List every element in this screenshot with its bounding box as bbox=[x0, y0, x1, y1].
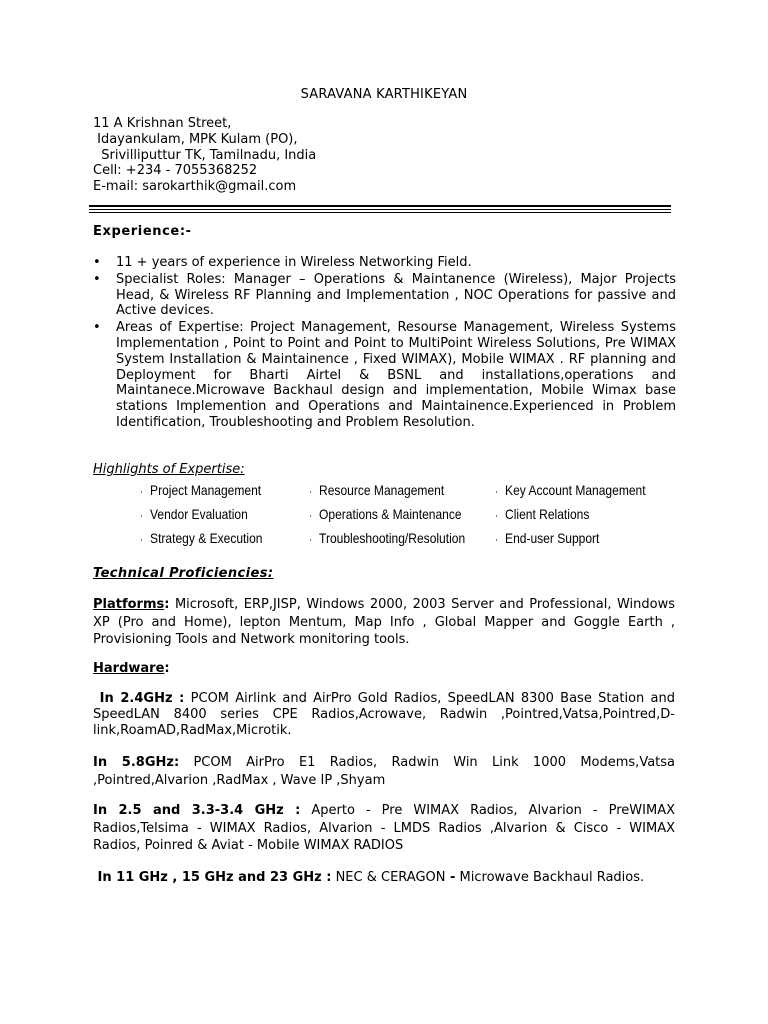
hardware-paragraph bbox=[93, 869, 675, 887]
address-line-locality: Idayankulam, MPK Kulam (PO), bbox=[93, 131, 298, 147]
contact-block bbox=[93, 116, 316, 195]
skill-label: Operations & Maintenance bbox=[319, 506, 462, 522]
address-line-street: 11 A Krishnan Street, bbox=[93, 116, 232, 131]
candidate-name: SARAVANA KARTHIKEYAN bbox=[300, 87, 468, 102]
skill-item bbox=[495, 506, 589, 522]
skill-label: Project Management bbox=[150, 482, 262, 498]
skill-item bbox=[495, 530, 599, 546]
skill-item bbox=[309, 530, 465, 546]
skill-label: Key Account Management bbox=[505, 482, 646, 498]
hardware-band-label: In 2.5 and 3.3-3.4 GHz : bbox=[93, 803, 301, 818]
highlights-heading: Highlights of Expertise: bbox=[93, 462, 245, 477]
hardware-band-label: In 2.4GHz : bbox=[93, 691, 185, 706]
skill-item bbox=[309, 506, 462, 522]
experience-item-text: 11 + years of experience in Wireless Networking Field. bbox=[116, 255, 472, 270]
hardware-band-text: PCOM Airlink and AirPro Gold Radios, SpeedLAN 8300 Base Station and SpeedLAN 8400 series CPE Radios,Acrowave, Radwin ,Pointred,Vatsa,Pointred,D-link,RoamAD,RadMax,Microtik. bbox=[93, 691, 675, 738]
skill-item bbox=[140, 530, 262, 546]
bullet-icon: · bbox=[495, 486, 499, 498]
bullet-icon: • bbox=[93, 271, 101, 287]
hardware-label: Hardware bbox=[93, 661, 165, 676]
skill-label: Troubleshooting/Resolution bbox=[319, 530, 466, 546]
hardware-band-text: PCOM AirPro E1 Radios, Radwin Win Link 1000 Modems,Vatsa ,Pointred,Alvarion ,RadMax , Wave IP ,Shyam bbox=[93, 755, 676, 788]
bullet-icon: · bbox=[309, 534, 313, 546]
hardware-paragraph bbox=[93, 802, 675, 855]
skill-label: Strategy & Execution bbox=[150, 530, 263, 546]
skill-label: Vendor Evaluation bbox=[150, 506, 248, 522]
hardware-band-label: In 5.8GHz: bbox=[93, 755, 180, 770]
hardware-band-text: Aperto - Pre WIMAX Radios, Alvarion - PreWIMAX Radios,Telsima - WIMAX Radios, Alvarion - LMDS Radios ,Alvarion & Cisco - WIMAX Radios, Poinred & Aviat - Mobile WIMAX RADIOS bbox=[93, 803, 675, 853]
bullet-icon: · bbox=[309, 510, 313, 522]
hardware-band-vendor: NEC & CERAGON bbox=[331, 870, 446, 885]
header-divider-thin bbox=[89, 209, 671, 210]
bullet-icon: · bbox=[309, 486, 313, 498]
skill-item bbox=[495, 482, 646, 498]
address-line-region: Srivilliputtur TK, Tamilnadu, India bbox=[93, 147, 317, 163]
experience-list bbox=[93, 255, 676, 432]
skill-label: End-user Support bbox=[505, 530, 600, 546]
list-item bbox=[93, 320, 676, 431]
platforms-text: Microsoft, ERP,JISP, Windows 2000, 2003 Server and Professional, Windows XP (Pro and Home), lepton Mentum, Map Info , Global Mapper and Goggle Earth , Provisioning Tools and Network monitoring tools. bbox=[93, 597, 675, 647]
bullet-icon: • bbox=[93, 320, 101, 336]
technical-heading: Technical Proficiencies: bbox=[93, 566, 274, 581]
hardware-band-dash: - bbox=[445, 870, 456, 885]
hardware-colon: : bbox=[164, 661, 170, 676]
skill-item bbox=[140, 506, 248, 522]
platforms-paragraph bbox=[93, 596, 675, 649]
skill-item bbox=[309, 482, 444, 498]
header-divider-thin-2 bbox=[89, 212, 671, 213]
list-item bbox=[93, 272, 676, 319]
bullet-icon: · bbox=[140, 486, 144, 498]
hardware-band-text: Microwave Backhaul Radios. bbox=[455, 870, 645, 885]
experience-item-text: Areas of Expertise: Project Management, Resourse Management, Wireless Systems Implementation , Point to Point and Point to MultiPoint Wireless Solutions, Pre WIMAX System Installation & Maintainence , Fixed WIMAX), Mobile WIMAX . RF planning and Deployment for Bharti Airtel & BSNL and installations,operations and Maintanece.Microwave Backhaul design and implementation, Mobile Wimax base stations Implemention and Operations and Maintainence.Experienced in Problem Identification, Troubleshooting and Problem Resolution. bbox=[116, 320, 676, 430]
list-item bbox=[93, 255, 676, 271]
skill-item bbox=[140, 482, 261, 498]
bullet-icon: · bbox=[495, 510, 499, 522]
phone-line: Cell: +234 - 7055368252 bbox=[93, 163, 258, 179]
hardware-paragraph bbox=[93, 691, 675, 739]
skill-label: Resource Management bbox=[319, 482, 445, 498]
skill-label: Client Relations bbox=[505, 506, 590, 522]
bullet-icon: · bbox=[140, 510, 144, 522]
bullet-icon: · bbox=[140, 534, 144, 546]
experience-heading: Experience:- bbox=[93, 224, 192, 239]
platforms-colon: : bbox=[164, 597, 170, 612]
bullet-icon: • bbox=[93, 255, 101, 270]
experience-item-text: Specialist Roles: Manager – Operations & Maintanence (Wireless), Major Projects Head, & Wireless RF Planning and Implementation , NOC Operations for passive and Active devices. bbox=[116, 271, 676, 319]
hardware-band-label: In 11 GHz , 15 GHz and 23 GHz : bbox=[93, 870, 332, 885]
hardware-paragraph bbox=[93, 754, 675, 789]
bullet-icon: · bbox=[495, 534, 499, 546]
email-line: E-mail: sarokarthik@gmail.com bbox=[93, 179, 297, 195]
hardware-heading bbox=[93, 661, 170, 676]
header-divider-thick bbox=[89, 205, 671, 207]
platforms-label: Platforms bbox=[93, 597, 165, 612]
